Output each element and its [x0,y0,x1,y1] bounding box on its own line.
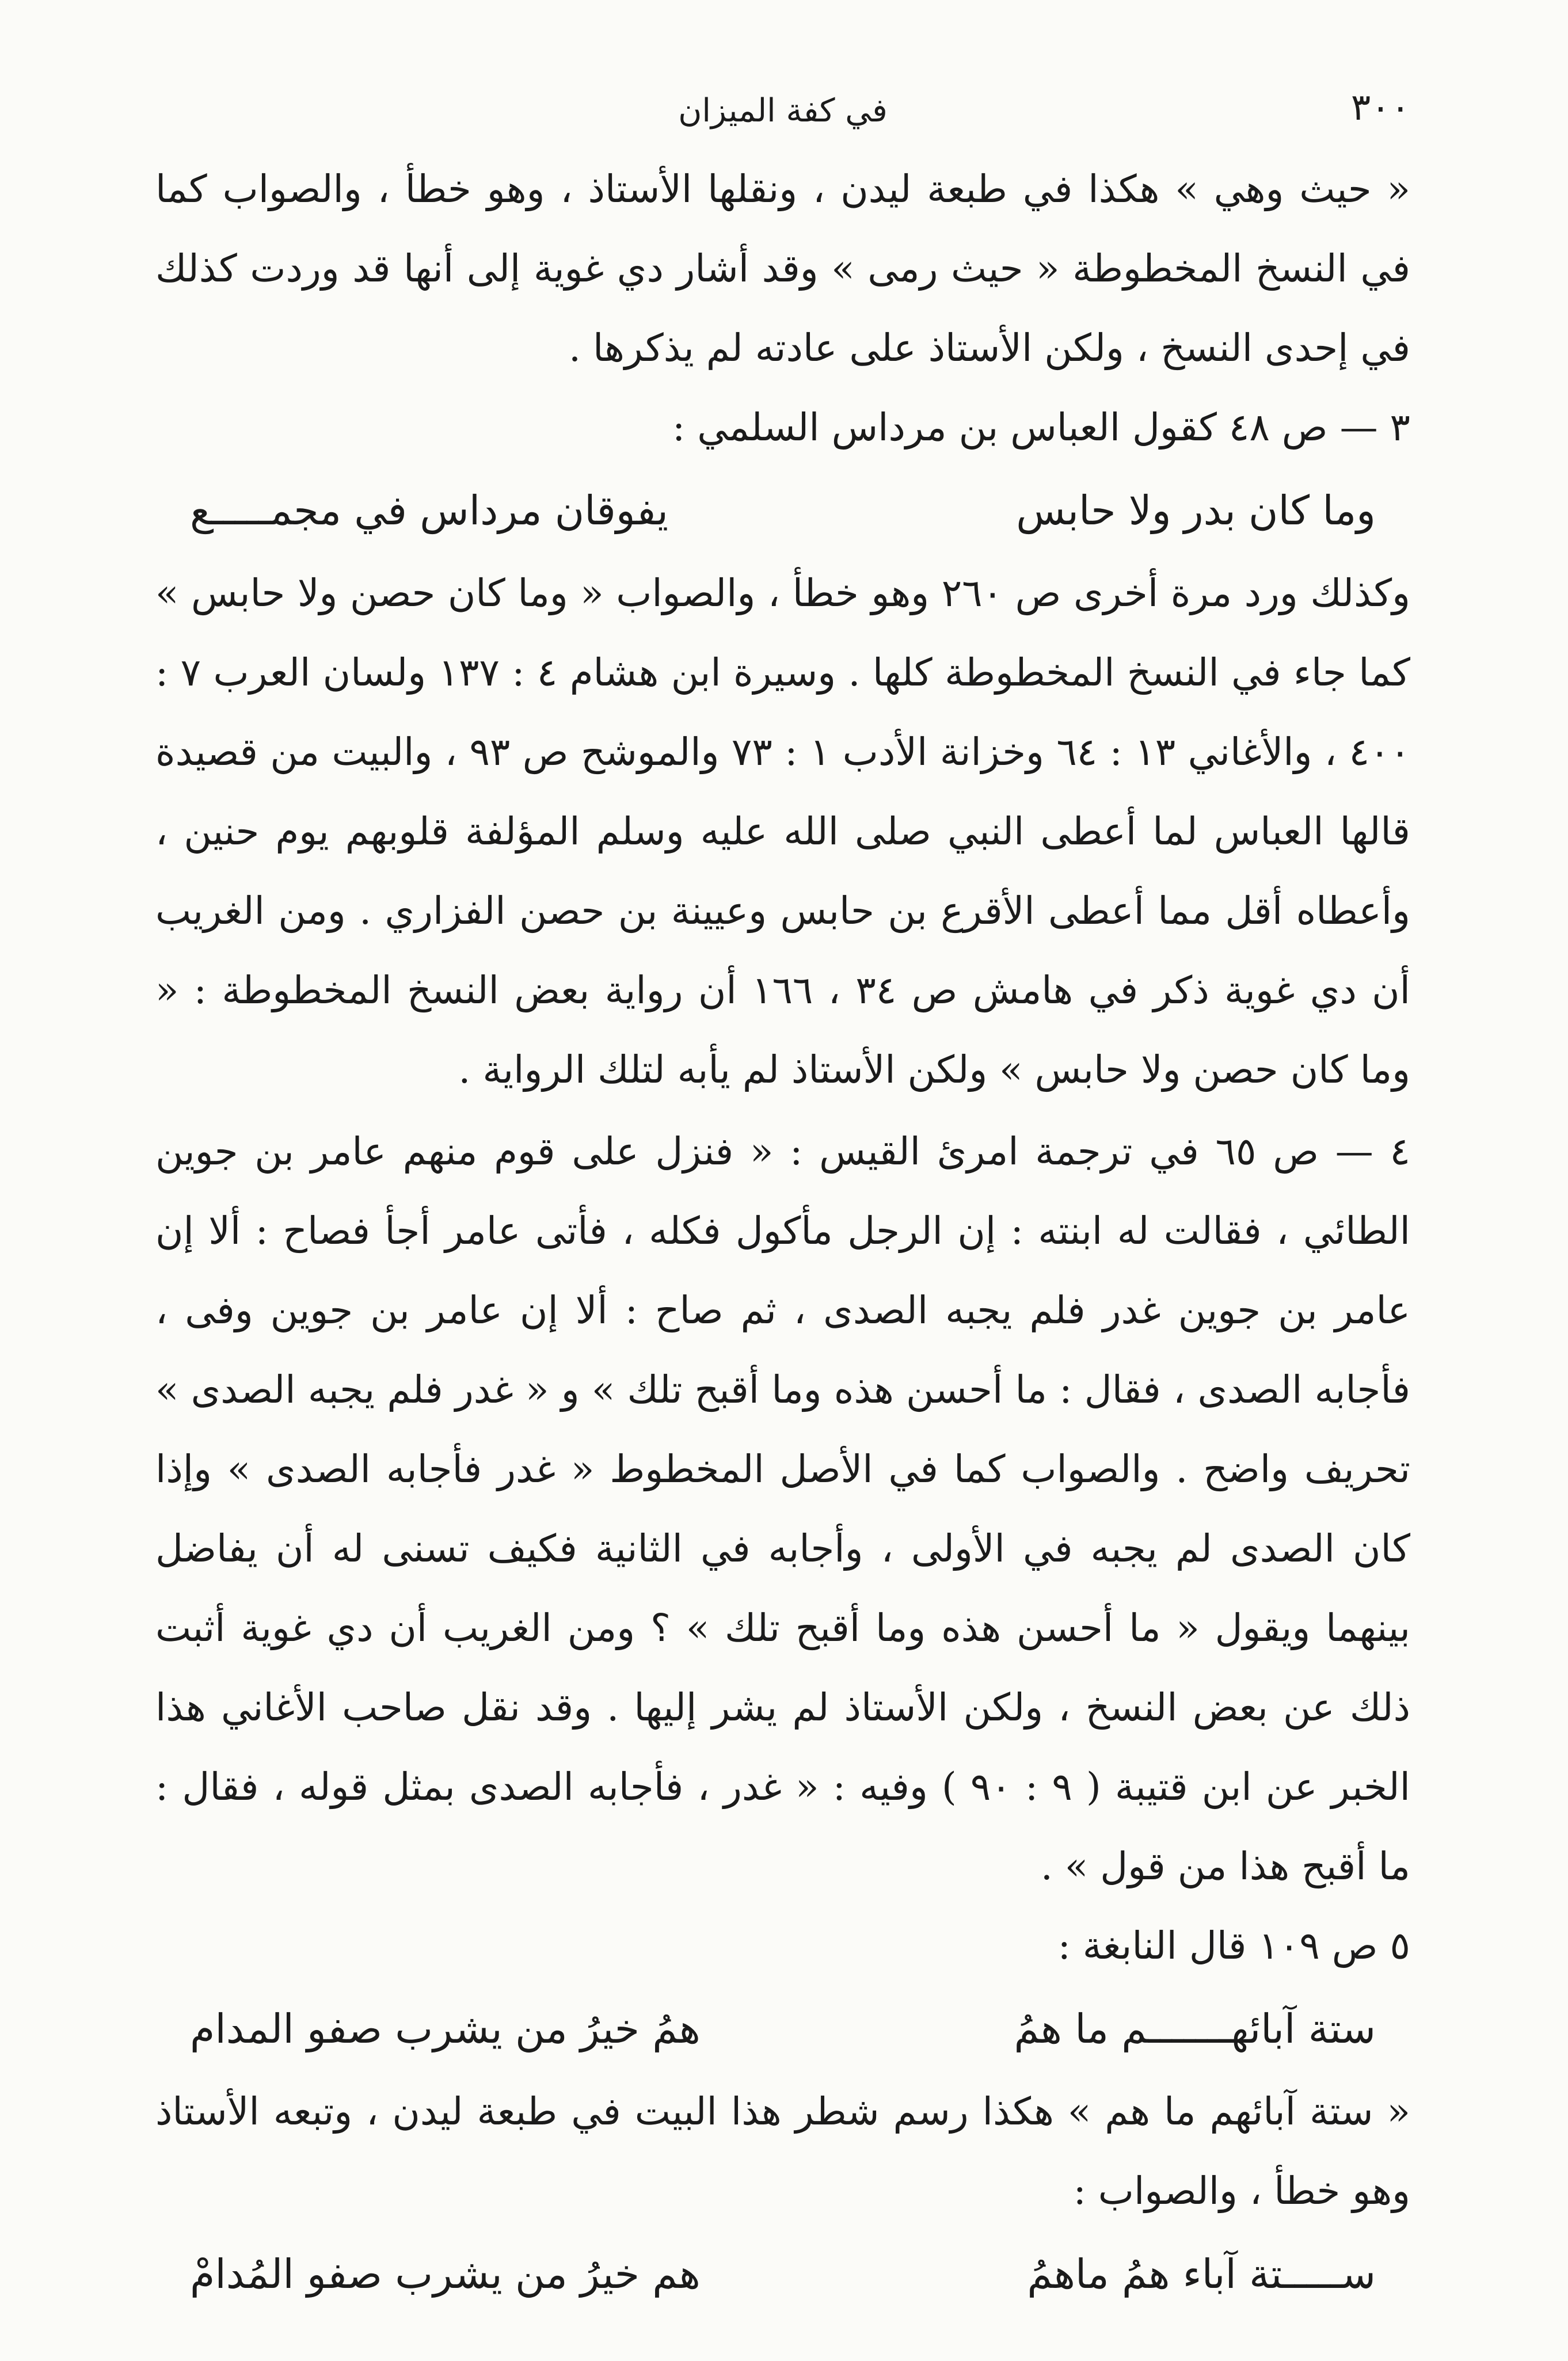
item-5-intro: ٥ ص ١٠٩ قال النابغة : [1057,1924,1410,1968]
page-header [155,86,1410,150]
verse-3 [155,2231,1410,2317]
verse-1-first-hemistich: وما كان بدر ولا حابس [1016,487,1376,534]
verse-1 [155,467,1410,554]
page [155,86,1410,2317]
verse-3-second-hemistich: هم خيرُ من يشرب صفو المُدامْ [190,2250,701,2298]
running-title: في كفة الميزان [678,92,888,130]
paragraph-3: ٤ — ص ٦٥ في ترجمة امرئ القيس : « فنزل على قوم منهم عامر بن جوين الطائي ، فقالت له ابنته : إن الرجل مأكول فكله ، فأتى عامر أجأ فصاح : ألا إن عامر بن جوين غدر فلم يجبه الصدى ، ثم صاح : ألا إن عامر بن جوين وفى ، فأجابه الصدى ، فقال : ما أحسن هذه وما أقبح تلك » و « غدر فلم يجبه الصدى » تحريف واضح . والصواب كما في الأصل المخطوط « غدر فأجابه الصدى » وإذا كان الصدى لم يجبه في الأولى ، وأجابه في الثانية فكيف تسنى له أن يفاضل بينهما ويقول « ما أحسن هذه وما أقبح تلك » ؟ ومن الغريب أن دي غوية أثبت ذلك عن بعض النسخ ، ولكن الأستاذ لم يشر إليها . وقد نقل صاحب الأغاني هذا الخبر عن ابن قتيبة ( ٩ : ٩٠ ) وفيه : « غدر ، فأجابه الصدى بمثل قوله ، فقال : ما أقبح هذا من قول » . [155,1129,1411,1888]
paragraph-4: « ستة آبائهم ما هم » هكذا رسم شطر هذا البيت في طبعة ليدن ، وتبعه الأستاذ وهو خطأ ، والصواب : [155,2089,1410,2213]
verse-2 [155,1986,1410,2072]
verse-1-second-hemistich: يفوقان مرداس في مجمـــــع [190,487,668,534]
page-number: ٣٠٠ [1350,86,1410,129]
paragraph-1: « حيث وهي » هكذا في طبعة ليدن ، ونقلها الأستاذ ، وهو خطأ ، والصواب كما في النسخ المخطوطة « حيث رمى » وقد أشار دي غوية إلى أنها قد وردت كذلك في إحدى النسخ ، ولكن الأستاذ على عادته لم يذكرها . [155,167,1410,370]
verse-2-second-hemistich: همُ خيرُ من يشرب صفو المدام [190,2005,701,2052]
paragraph-2: وكذلك ورد مرة أخرى ص ٢٦٠ وهو خطأ ، والصواب « وما كان حصن ولا حابس » كما جاء في النسخ المخطوطة كلها . وسيرة ابن هشام ٤ : ١٣٧ ولسان العرب ٧ : ٤٠٠ ، والأغاني ١٣ : ٦٤ وخزانة الأدب ١ : ٧٣ والموشح ص ٩٣ ، والبيت من قصيدة قالها العباس لما أعطى النبي صلى الله عليه وسلم المؤلفة قلوبهم يوم حنين ، وأعطاه أقل مما أعطى الأقرع بن حابس وعيينة بن حصن الفزاري . ومن الغريب أن دي غوية ذكر في هامش ص ٣٤ ، ١٦٦ أن رواية بعض النسخ المخطوطة : « وما كان حصن ولا حابس » ولكن الأستاذ لم يأبه لتلك الرواية . [155,571,1411,1092]
item-3-intro: ٣ — ص ٤٨ كقول العباس بن مرداس السلمي : [672,405,1410,450]
verse-2-first-hemistich: ستة آبائهـــــــم ما همُ [1014,2005,1376,2052]
verse-3-first-hemistich: ســـــتة آباء همُ ماهمُ [1027,2250,1376,2298]
